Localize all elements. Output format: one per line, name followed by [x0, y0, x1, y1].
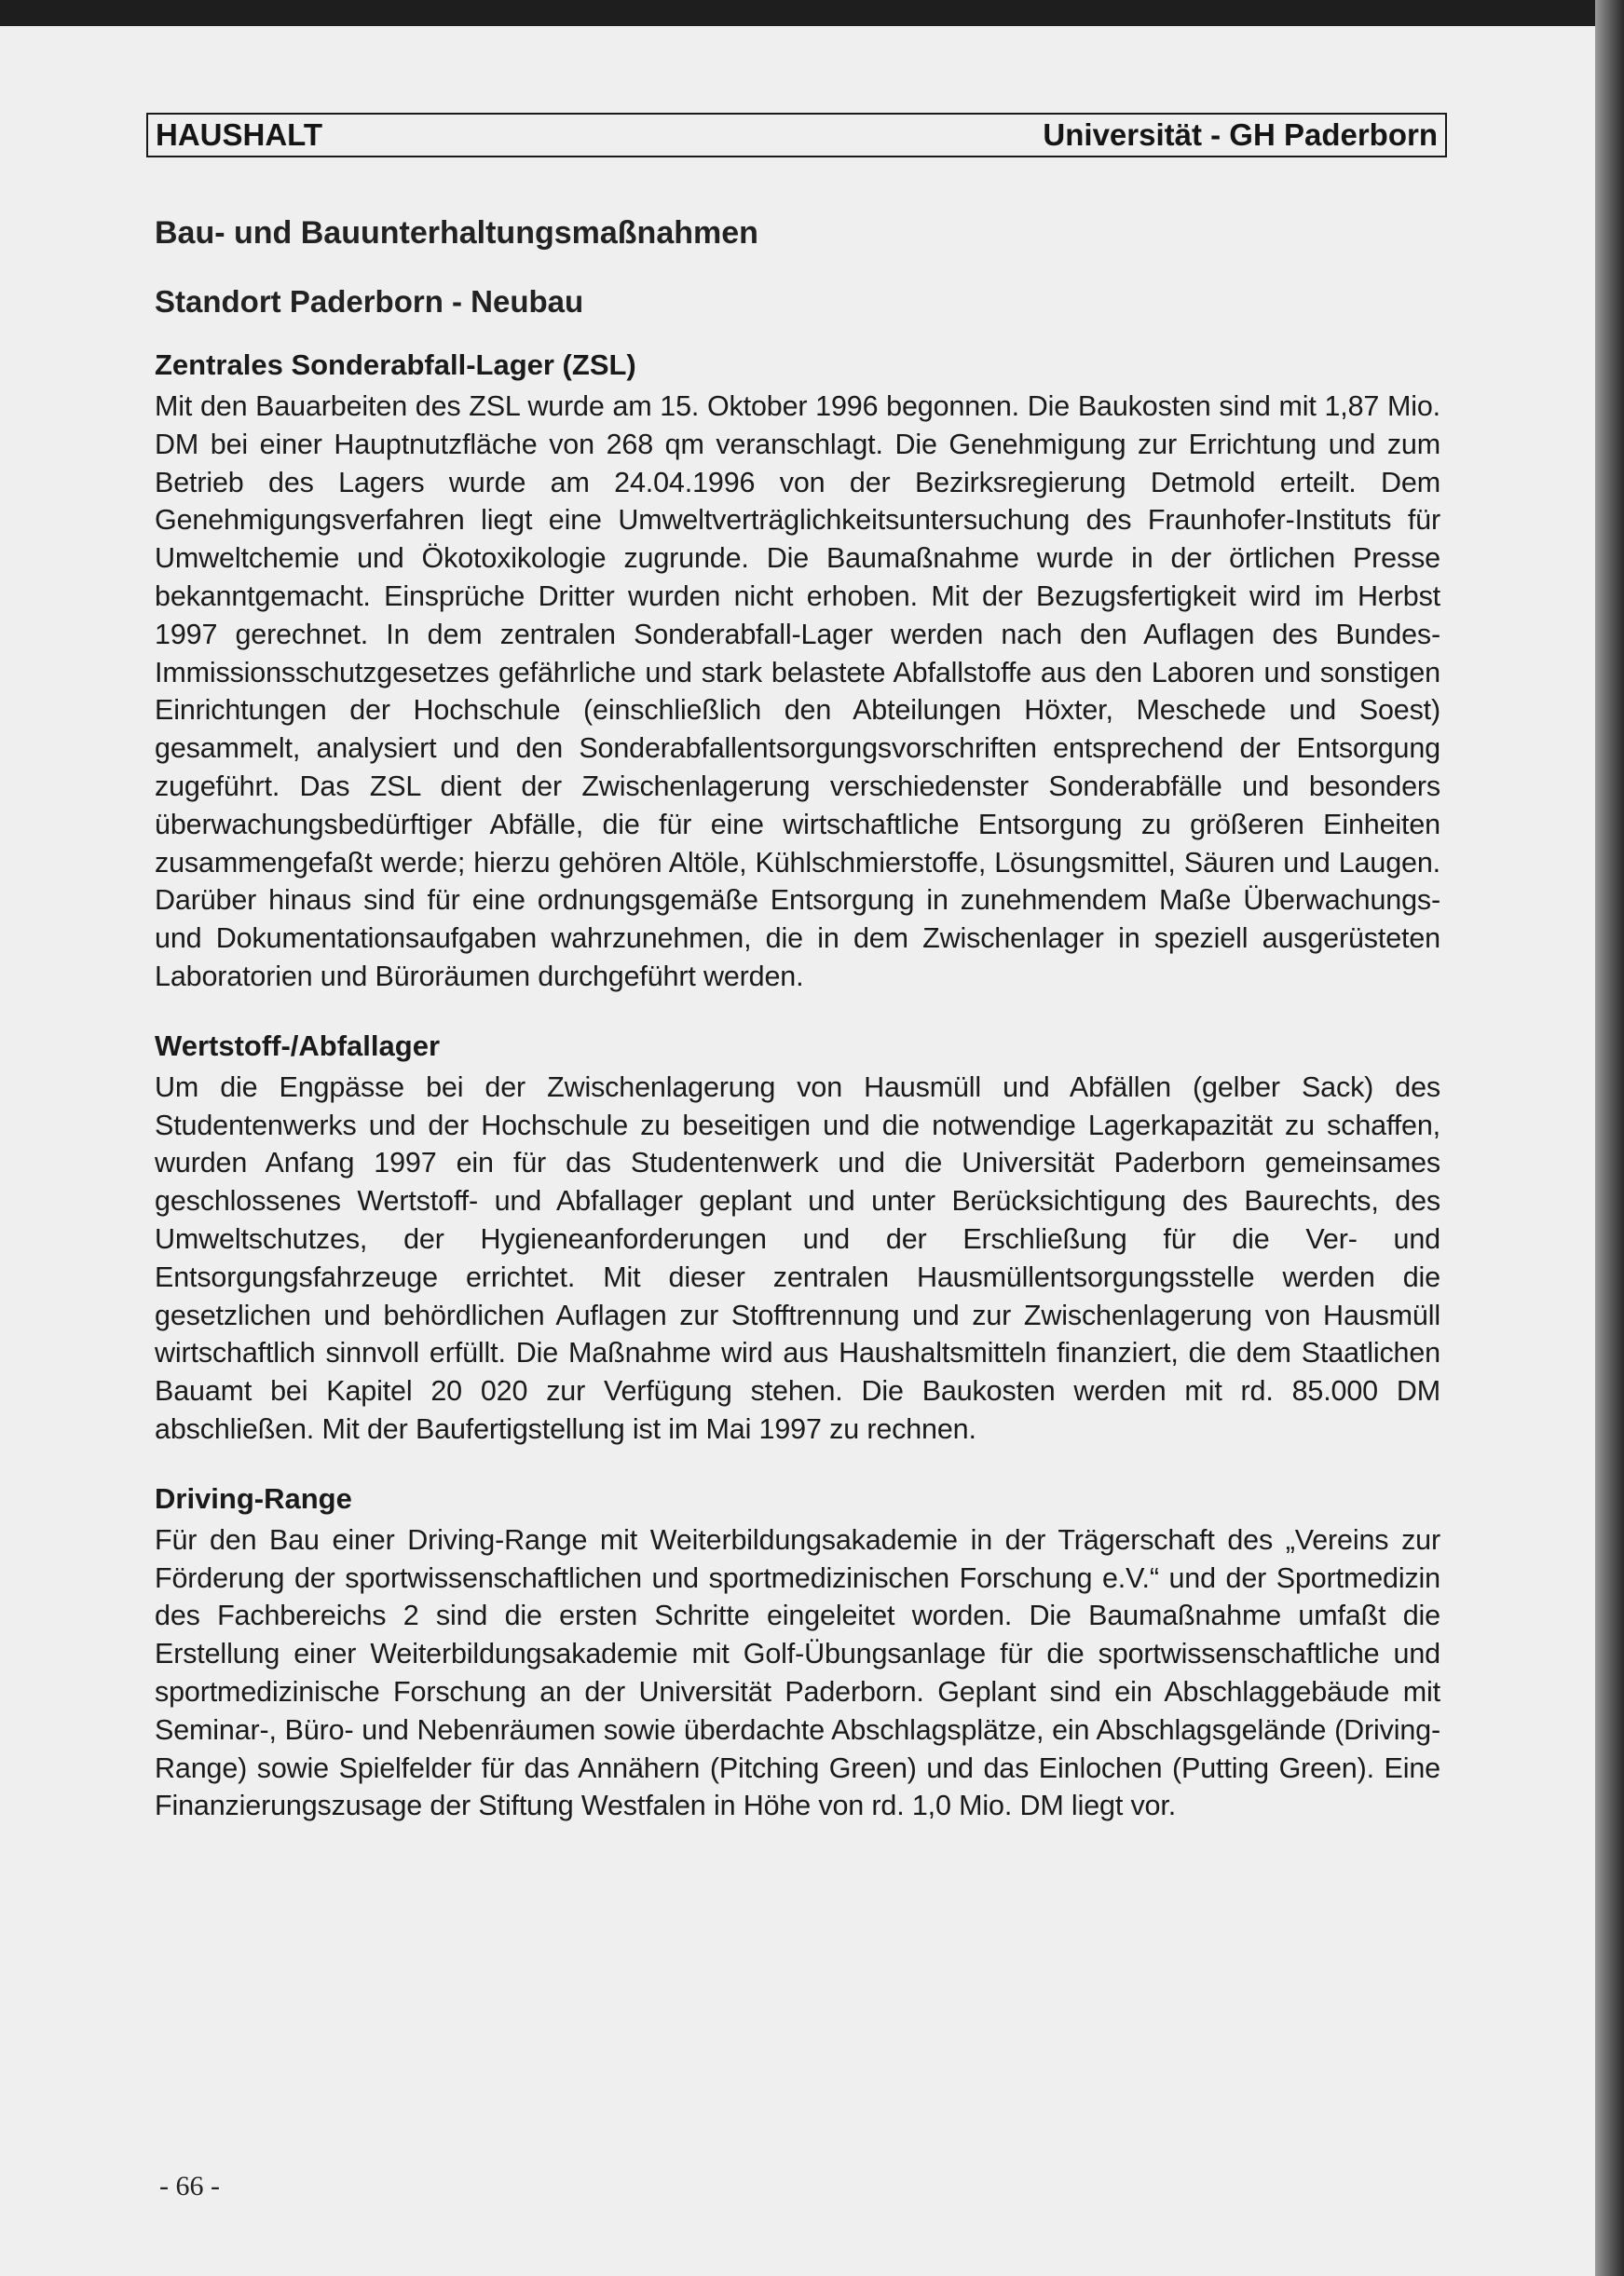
section-text-zsl: Mit den Bauarbeiten des ZSL wurde am 15. Oktober 1996 begonnen. Die Baukosten sind mit 1,87 Mio. DM bei einer Hauptnutzfläche von 268 qm veranschlagt. Die Genehmigung zur Errichtung und zum Betrieb des Lagers wurde am 24.04.1996 von der Bezirksregierung Detmold erteilt. Dem Genehmigungsverfahren liegt eine Umweltverträglichkeitsuntersuchung des Fraunhofer-Instituts für Umweltchemie und Ökotoxikologie zugrunde. Die Baumaßnahme wurde in der örtlichen Presse bekanntgemacht. Einsprüche Dritter wurden nicht erhoben. Mit der Bezugsfertigkeit wird im Herbst 1997 gerechnet. In dem zentralen Sonderabfall-Lager werden nach den Auflagen des Bundes-Immissionsschutzgesetzes gefährliche und stark belastete Abfallstoffe aus den Laboren und sonstigen Einrichtungen der Hochschule (einschließlich den Abteilungen Höxter, Meschede und Soest) gesammelt, analysiert und den Sonderabfallentsorgungsvorschriften entsprechend der Entsorgung zugeführt. Das ZSL dient der Zwischenlagerung verschiedenster Sonderabfälle und besonders überwachungsbedürftiger Abfälle, die für eine wirtschaftliche Entsorgung zu größeren Einheiten zusammengefaßt werde; hierzu gehören Altöle, Kühlschmierstoffe, Lösungsmittel, Säuren und Laugen. Darüber hinaus sind für eine ordnungsgemäße Entsorgung in zunehmendem Maße Überwachungs- und Dokumentationsaufgaben wahrzunehmen, die in dem Zwischenlager in speziell ausgerüsteten Laboratorien und Büroräumen durchgeführt werden.: [155, 390, 1440, 992]
page-subtitle: Standort Paderborn - Neubau: [155, 284, 584, 319]
page-number: - 66 -: [159, 2171, 220, 2201]
header-institution: Universität - GH Paderborn: [1043, 117, 1438, 152]
section-text-wertstoff: Um die Engpässe bei der Zwischenlagerung von Hausmüll und Abfällen (gelber Sack) des Studentenwerks und der Hochschule zu beseitigen und die notwendige Lagerkapazität zu schaffen, wurden Anfang 1997 ein für das Studentenwerk und die Universität Paderborn gemeinsames geschlossenes Wertstoff- und Abfallager geplant und unter Berücksichtigung des Baurechts, des Umweltschutzes, der Hygieneanforderungen und der Erschließung für die Ver- und Entsorgungsfahrzeuge errichtet. Mit dieser zentralen Hausmüllentsorgungsstelle werden die gesetzlichen und behördlichen Auflagen zur Stofftrennung und zur Zwischenlagerung von Hausmüll wirtschaftlich sinnvoll erfüllt. Die Maßnahme wird aus Haushaltsmitteln finanziert, die dem Staatlichen Bauamt bei Kapitel 20 020 zur Verfügung stehen. Die Baukosten werden mit rd. 85.000 DM abschließen. Mit der Baufertigstellung ist im Mai 1997 zu rechnen.: [155, 1070, 1440, 1445]
page-header: [146, 113, 1447, 157]
section-heading-driving-range: Driving-Range: [155, 1481, 352, 1515]
section-heading-wertstoff: Wertstoff-/Abfallager: [155, 1029, 441, 1062]
header-section-label: HAUSHALT: [156, 117, 323, 152]
page-title: Bau- und Bauunterhaltungsmaßnahmen: [155, 215, 758, 251]
section-text-driving-range: Für den Bau einer Driving-Range mit Weiterbildungsakademie in der Trägerschaft des „Vereins zur Förderung der sportwissenschaftlichen und sportmedizinischen Forschung e.V.“ und der Sportmedizin des Fachbereichs 2 sind die ersten Schritte eingeleitet worden. Die Baumaßnahme umfaßt die Erstellung einer Weiterbildungsakademie mit Golf-Übungsanlage für die sportwissenschaftliche und sportmedizinische Forschung an der Universität Paderborn. Geplant sind ein Abschlaggebäude mit Seminar-, Büro- und Nebenräumen sowie überdachte Abschlagsplätze, ein Abschlagsgelände (Driving-Range) sowie Spielfelder für das Annähern (Pitching Green) und das Einlochen (Putting Green). Eine Finanzierungszusage der Stiftung Westfalen in Höhe von rd. 1,0 Mio. DM liegt vor.: [155, 1523, 1440, 1822]
section-heading-zsl: Zentrales Sonderabfall-Lager (ZSL): [155, 348, 636, 381]
page-edge: [1595, 0, 1624, 2276]
document-body: [155, 207, 1440, 1825]
